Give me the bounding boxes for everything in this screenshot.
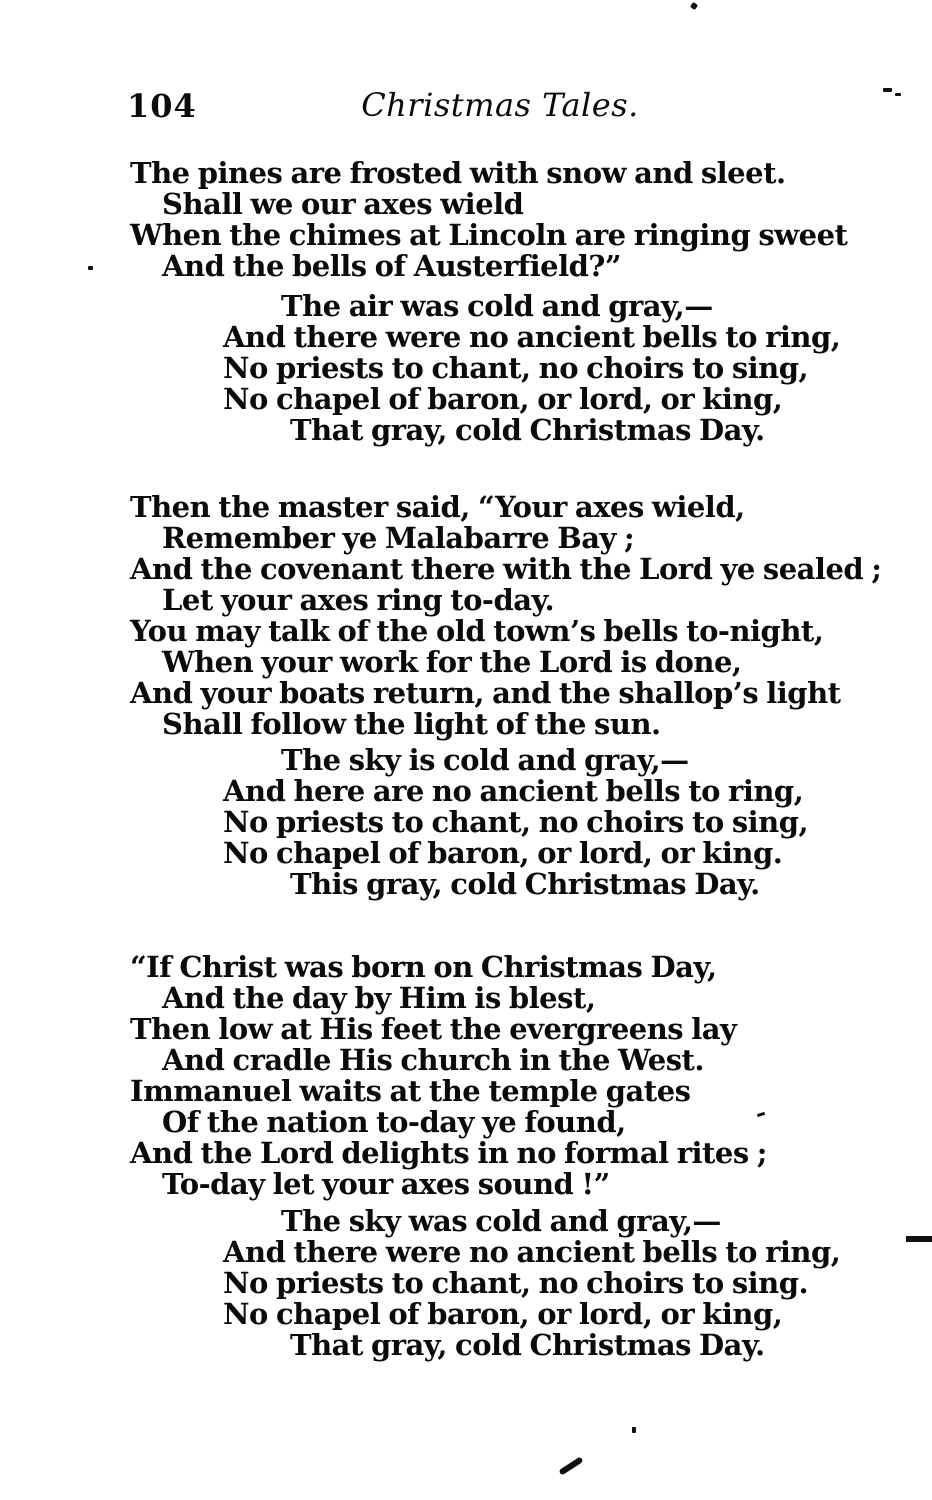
poem-line: And the Lord delights in no formal rites ; <box>130 1136 767 1170</box>
poem-line: No priests to chant, no choirs to sing, <box>223 805 809 839</box>
poem-line: Then low at His feet the evergreens lay <box>130 1012 737 1046</box>
poem-line: No chapel of baron, or lord, or king. <box>223 836 783 870</box>
poem-line: Of the nation to-day ye found, <box>162 1105 626 1139</box>
poem-line: And the covenant there with the Lord ye sealed ; <box>130 552 882 586</box>
poem-line: That gray, cold Christmas Day. <box>290 1328 765 1362</box>
pen-slash-mark <box>558 1456 583 1475</box>
poem-line: This gray, cold Christmas Day. <box>290 867 760 901</box>
poem-line: Let your axes ring to-day. <box>162 583 555 617</box>
poem-line: That gray, cold Christmas Day. <box>290 413 765 447</box>
poem-line: No priests to chant, no choirs to sing. <box>223 1266 809 1300</box>
stanza-2 <box>0 492 932 740</box>
poem-line: And the day by Him is blest, <box>162 981 596 1015</box>
poem-line: The sky was cold and gray,— <box>281 1204 721 1238</box>
chorus-2 <box>0 745 932 900</box>
poem-line: The air was cold and gray,— <box>281 289 713 323</box>
poem-line: No chapel of baron, or lord, or king, <box>223 382 783 416</box>
margin-dash-mark <box>906 1236 932 1242</box>
poem-line: You may talk of the old town’s bells to-night, <box>130 614 824 648</box>
poem-line: And the bells of Austerfield?” <box>162 249 622 283</box>
ink-speck <box>883 88 892 92</box>
poem-line: Immanuel waits at the temple gates <box>130 1074 691 1108</box>
stanza-1 <box>0 158 932 282</box>
poem-line: “If Christ was born on Christmas Day, <box>130 950 717 984</box>
ink-speck <box>88 266 93 270</box>
poem-line: Shall we our axes wield <box>162 187 524 221</box>
ink-speck <box>690 2 698 10</box>
poem-line: The sky is cold and gray,— <box>281 743 689 777</box>
poem-line: No priests to chant, no choirs to sing, <box>223 351 809 385</box>
poem-line: And here are no ancient bells to ring, <box>223 774 804 808</box>
running-title: Christmas Tales. <box>361 86 639 124</box>
poem-line: No chapel of baron, or lord, or king, <box>223 1297 783 1331</box>
poem-line: And cradle His church in the West. <box>162 1043 705 1077</box>
stanza-3 <box>0 952 932 1200</box>
poem-line: To-day let your axes sound !” <box>162 1167 610 1201</box>
chorus-1 <box>0 291 932 446</box>
ink-speck <box>895 93 901 96</box>
ink-speck <box>632 1427 636 1433</box>
chorus-3 <box>0 1206 932 1361</box>
poem-line: When the chimes at Lincoln are ringing sweet <box>130 218 848 252</box>
poem-line: And there were no ancient bells to ring, <box>223 1235 841 1269</box>
poem-line: Then the master said, “Your axes wield, <box>130 490 745 524</box>
poem-line: When your work for the Lord is done, <box>162 645 742 679</box>
poem-line: The pines are frosted with snow and sleet. <box>130 156 786 190</box>
page-number: 104 <box>127 87 197 125</box>
poem-line: Shall follow the light of the sun. <box>162 707 661 741</box>
poem-line: And there were no ancient bells to ring, <box>223 320 841 354</box>
poem-line: Remember ye Malabarre Bay ; <box>162 521 635 555</box>
poem-line: And your boats return, and the shallop’s light <box>130 676 841 710</box>
